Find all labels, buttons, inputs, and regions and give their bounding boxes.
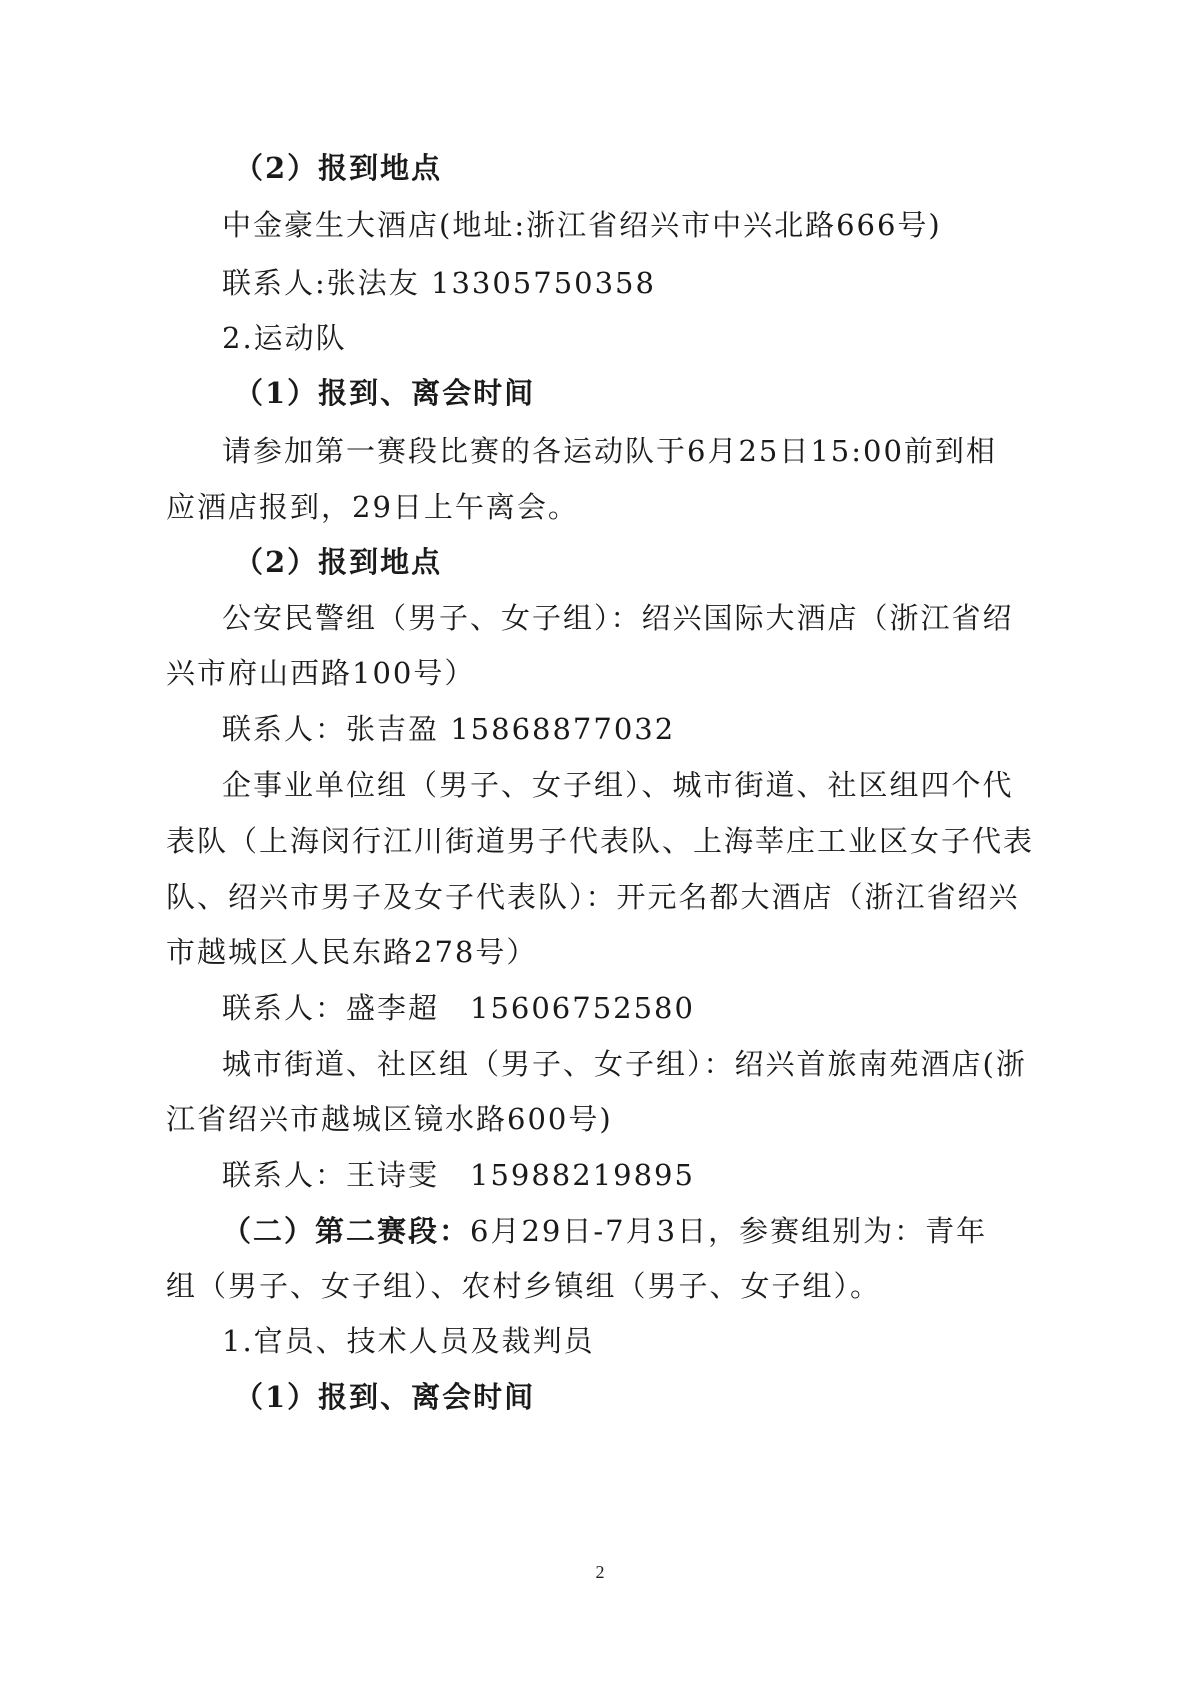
contact-line-4: 联系人：王诗雯 15988219895 bbox=[222, 1158, 695, 1192]
contact-line-2: 联系人：张吉盈 15868877032 bbox=[222, 712, 676, 746]
section-heading-officials: 1.官员、技术人员及裁判员 bbox=[222, 1324, 595, 1358]
contact-line-1: 联系人:张法友 13305750358 bbox=[222, 266, 656, 300]
paragraph-line: 表队（上海闵行江川街道男子代表队、上海莘庄工业区女子代表 bbox=[166, 824, 1035, 858]
hotel-address-line: 中金豪生大酒店(地址:浙江省绍兴市中兴北路666号) bbox=[222, 208, 942, 242]
paragraph-line: 队、绍兴市男子及女子代表队）：开元名都大酒店（浙江省绍兴 bbox=[166, 880, 1020, 914]
paragraph-line: 公安民警组（男子、女子组）：绍兴国际大酒店（浙江省绍 bbox=[222, 601, 1014, 635]
paragraph-line: 江省绍兴市越城区镜水路600号) bbox=[166, 1102, 613, 1136]
stage-two-dates: 6月29日-7月3日，参赛组别为：青年 bbox=[470, 1214, 988, 1248]
stage-two-line bbox=[222, 1211, 987, 1251]
subheading-report-location-1: （2）报到地点 bbox=[234, 151, 443, 185]
subheading-report-location-2: （2）报到地点 bbox=[234, 545, 443, 579]
paragraph-line: 应酒店报到，29日上午离会。 bbox=[166, 490, 579, 524]
contact-line-3: 联系人：盛李超 15606752580 bbox=[222, 991, 695, 1025]
subheading-report-leave-time-2: （1）报到、离会时间 bbox=[234, 1380, 536, 1414]
paragraph-line: 兴市府山西路100号） bbox=[166, 656, 476, 690]
paragraph-line: 城市街道、社区组（男子、女子组）：绍兴首旅南苑酒店(浙 bbox=[222, 1047, 1027, 1081]
section-heading-teams: 2.运动队 bbox=[222, 321, 347, 355]
paragraph-line: 企事业单位组（男子、女子组）、城市街道、社区组四个代 bbox=[222, 768, 1014, 802]
page-number: 2 bbox=[595, 1562, 605, 1582]
stage-two-heading: （二）第二赛段： bbox=[222, 1214, 471, 1248]
paragraph-line: 市越城区人民东路278号） bbox=[166, 935, 538, 969]
subheading-report-leave-time: （1）报到、离会时间 bbox=[234, 376, 536, 410]
paragraph-line: 请参加第一赛段比赛的各运动队于6月25日15:00前到相 bbox=[222, 434, 997, 468]
paragraph-line: 组（男子、女子组）、农村乡镇组（男子、女子组）。 bbox=[166, 1269, 882, 1303]
